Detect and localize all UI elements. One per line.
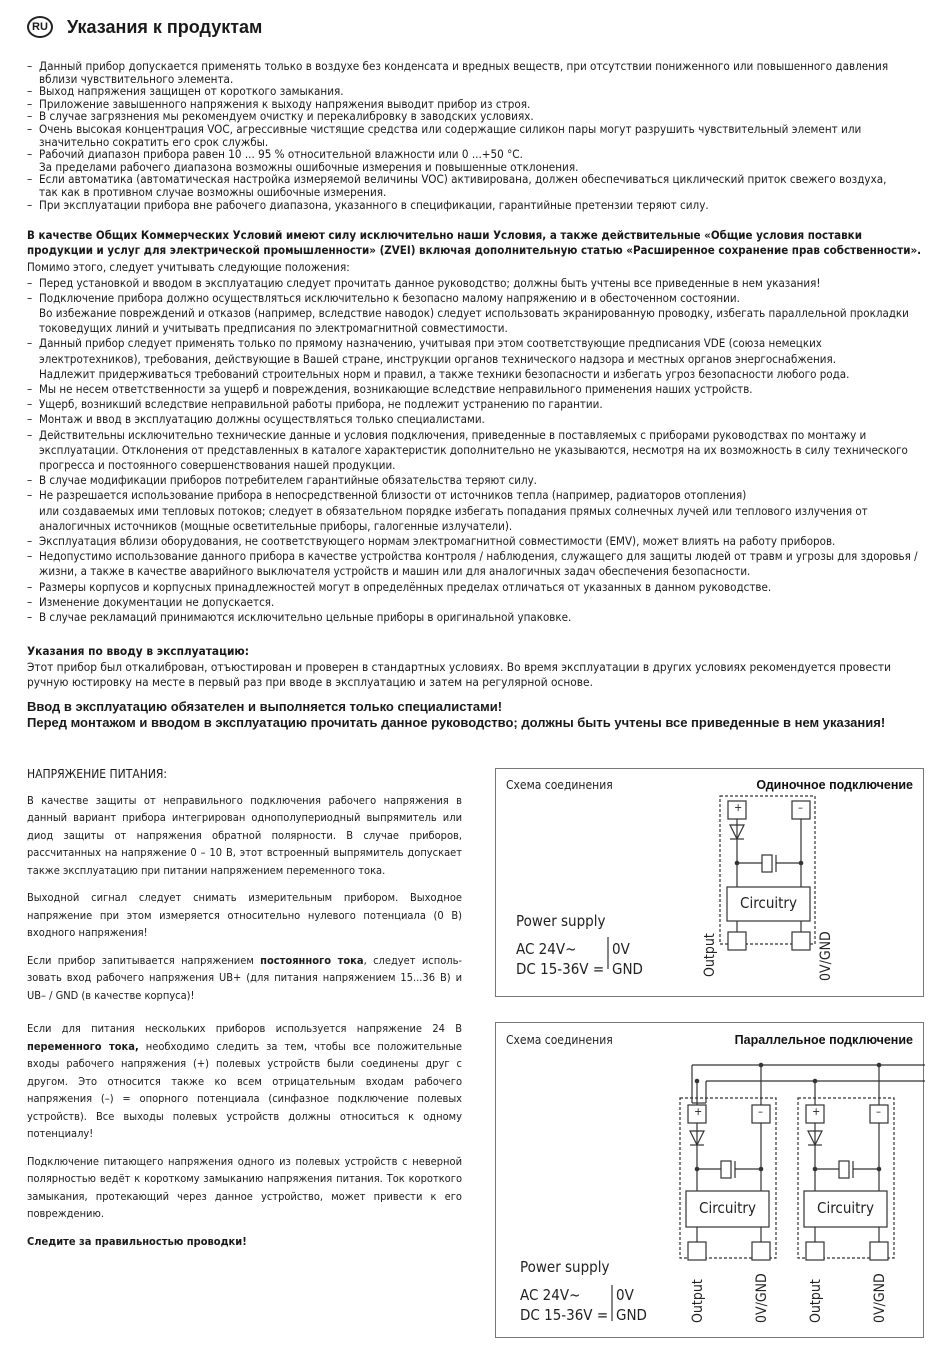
power-paragraph: В качестве защиты от неправильного подключения рабочего напряжения в данный вариант прибора интегрирован однополупериодный выпрямитель или диод защиты от напряжения обратной полярности. В случае приборов, рассчитанных на напряжение 0 – 10 В, этот встроенный выпрямитель допускает также эксплуатацию при питании напряжением переменного тока. [27, 793, 462, 877]
minus-terminal-label: – [798, 801, 803, 814]
text-run: , следует использовать вход рабочего напряжения UB+ (для питания напряжением 15...36 В) и UB– / GND (в качестве корпуса)! [27, 953, 462, 1002]
list-item: – Данный прибор допускается применять только в воздухе без конденсата и вредных веществ, при отсутствии пониженного или повышенного давления вблизи чувствительного элемента. [27, 60, 924, 85]
text-run-bold: переменного тока, [27, 1039, 139, 1053]
ov-gnd-label: 0V/GND [872, 1273, 888, 1323]
list-item: – Рабочий диапазон прибора равен 10 ... 95 % относительной влажности или 0 ...+50 °C. [27, 148, 924, 161]
circuitry-label: Circuitry [817, 1199, 874, 1217]
list-item: – Ущерб, возникший вследствие неправильной работы прибора, не подлежит устранению по гарантии. [27, 397, 924, 412]
list-item: – Приложение завышенного напряжения к выходу напряжения выводит прибор из строя. [27, 98, 924, 111]
commissioning-warnings [27, 699, 924, 731]
list-item: – Действительны исключительно технические данные и условия подключения, приведенные в поставляемых с приборами руководствах по монтажу и эксплуатации. Отклонения от представленных в каталоге характеристик дополнительно не указываются, несмотря на их возможность в силу технического прогресса и постоянного совершенствования нашей продукции. [27, 428, 924, 474]
list-item-continuation: так как в противном случае возможны ошибочные измерения. [39, 184, 387, 199]
diagram-title: Одиночное подключение [756, 778, 913, 792]
diagram-parallel-connection [495, 1022, 924, 1338]
text-run-bold: постоянного тока [260, 953, 364, 967]
page-header [27, 14, 262, 40]
commissioning-section [27, 644, 924, 691]
zero-volt-label: 0V [612, 940, 630, 958]
list-item: – Выход напряжения защищен от короткого замыкания. [27, 85, 924, 98]
text-run: Если для питания нескольких приборов используется напряжение 24 В [27, 1022, 462, 1035]
terms-bold-paragraph: В качестве Общих Коммерческих Условий имеют силу исключительно наши Условия, а также действительные «Общие условия поставки продукции и услуг для электрической промышленности» (ZVEI) включая дополнительную статью «Расширенное сохранение прав собственности». [27, 228, 922, 258]
list-item-continuation: За пределами рабочего диапазона возможны ошибочные измерения и повышенные отклонения. [39, 159, 579, 174]
output-label: Output [690, 1279, 706, 1323]
product-notes-list [27, 60, 924, 211]
gnd-label: GND [612, 960, 643, 978]
plus-terminal-label: + [694, 1105, 703, 1118]
warning-specialists: Ввод в эксплуатацию обязателен и выполняется только специалистами! [27, 699, 503, 714]
zero-volt-label: 0V [616, 1286, 634, 1304]
dc-label: DC 15-36V = [516, 960, 605, 978]
power-supply-section [27, 766, 462, 1014]
plus-terminal-label: + [812, 1105, 821, 1118]
commissioning-title: Указания по вводу в эксплуатацию: [27, 644, 249, 658]
dc-label: DC 15-36V = [520, 1306, 609, 1324]
list-item: – При эксплуатации прибора вне рабочего диапазона, указанного в спецификации, гарантийные претензии теряют силу. [27, 199, 924, 212]
terms-section [27, 228, 924, 625]
output-label: Output [702, 933, 718, 977]
list-item: – Монтаж и ввод в эксплуатацию должны осуществляться только специалистами. [27, 412, 924, 427]
list-item: – В случае загрязнения мы рекомендуем очистку и перекалибровку в заводских условиях. [27, 110, 924, 123]
list-item: – Перед установкой и вводом в эксплуатацию следует прочитать данное руководство; должны быть учтены все приведенные в нем указания! [27, 276, 924, 291]
ac-label: AC 24V~ [520, 1286, 581, 1304]
commissioning-text: Этот прибор был откалиброван, отъюстирован и проверен в стандартных условиях. Во время эксплуатации в других условиях рекомендуется провести ручную юстировку на месте в первый раз при вводе в эксплуатацию и затем на регулярной основе. [27, 659, 891, 689]
power-paragraph [27, 1020, 462, 1143]
power-title: НАПРЯЖЕНИЕ ПИТАНИЯ: [27, 767, 168, 781]
page-title: Указания к продуктам [67, 16, 263, 37]
diagram-title: Параллельное подключение [734, 1033, 913, 1047]
terms-intro: Помимо этого, следует учитывать следующие положения: [27, 260, 350, 275]
gnd-label: GND [616, 1306, 647, 1324]
power-supply-section-2 [27, 1020, 462, 1260]
power-supply-label: Power supply [520, 1258, 610, 1276]
list-item: – Если автоматика (автоматическая настройка измеряемой величины VOC) активирована, должен обеспечиваться циклический приток свежего воздуха, [27, 173, 924, 186]
plus-terminal-label: + [734, 801, 743, 814]
diagram-single-connection [495, 768, 924, 997]
ov-gnd-label: 0V/GND [818, 931, 834, 981]
wiring-warning: Следите за правильностью проводки! [27, 1234, 247, 1248]
list-item: – Изменение документации не допускается. [27, 595, 924, 610]
circuitry-label: Circuitry [740, 894, 797, 912]
list-item: – Эксплуатация вблизи оборудования, не соответствующего нормам электромагнитной совместимости (EMV), может влиять на работу приборов. [27, 534, 924, 549]
warning-read-manual: Перед монтажом и вводом в эксплуатацию прочитать данное руководство; должны быть учтены все приведенные в нем указания! [27, 715, 886, 730]
minus-terminal-label: – [876, 1105, 881, 1118]
list-item: – Очень высокая концентрация VOC, агрессивные чистящие средства или содержащие силикон пары могут разрушить чувствительный элемент или значительно сократить его срок службы. [27, 123, 924, 148]
text-run: необходимо следить за тем, чтобы все положительные входы рабочего напряжения (+) полевых устройств были соединены друг с другом. Это относится также ко всем отрицательным входам рабочего напряжения (–) = опорного потенциала (синфазное подключение полевых устройств). Все выходы полевых устройств должны относиться к одному потенциалу! [27, 1039, 462, 1140]
list-item: – Данный прибор следует применять только по прямому назначению, учитывая при этом соответствующие предписания VDE (союза немецких электротехников), требования, действующие в Вашей стране, инструкции органов технического надзора и местных органов энергоснабжения. [27, 336, 924, 366]
list-item-continuation: Надлежит придерживаться требований строительных норм и правил, а также техники безопасности и избегать угроз безопасности любого рода. [39, 366, 850, 381]
list-item: – Подключение прибора должно осуществляться исключительно к безопасно малому напряжению и в обесточенном состоянии. [27, 291, 924, 306]
list-item: – В случае рекламаций принимаются исключительно цельные приборы в оригинальной упаковке. [27, 610, 924, 625]
list-item: – Недопустимо использование данного прибора в качестве устройства контроля / наблюдения, служащего для защиты людей от травм и угрозы для здоровья / жизни, а также в качестве аварийного выключателя устройств и машин или для аналогичных задач обеспечения безопасности. [27, 549, 924, 579]
list-item: – В случае модификации приборов потребителем гарантийные обязательства теряют силу. [27, 473, 924, 488]
list-item: – Размеры корпусов и корпусных принадлежностей могут в определённых пределах отличаться от указанных в данном руководстве. [27, 580, 924, 595]
list-item: – Мы не несем ответственности за ущерб и повреждения, возникающие вследствие неправильного применения наших устройств. [27, 382, 924, 397]
text-run: Если прибор запитывается напряжением [27, 953, 261, 967]
diagram-caption: Схема соединения [506, 778, 613, 792]
minus-terminal-label: – [758, 1105, 763, 1118]
ac-label: AC 24V~ [516, 940, 577, 958]
power-paragraph: Подключение питающего напряжения одного из полевых устройств с неверной полярностью ведёт к короткому замыканию напряжения питания. Ток короткого замыкания, протекающий через данное устройство, может привести к его повреждению. [27, 1154, 462, 1220]
output-label: Output [808, 1279, 824, 1323]
language-badge: RU [27, 16, 53, 38]
ov-gnd-label: 0V/GND [754, 1273, 770, 1323]
list-item-continuation: или создаваемых ими тепловых потоков; следует в обязательном порядке избегать попадания прямых солнечных лучей или теплового излучения от аналогичных источников (мощные осветительные приборы, галогенные излучатели). [39, 503, 868, 533]
diagram-caption: Схема соединения [506, 1033, 613, 1047]
power-paragraph [27, 952, 462, 1005]
power-supply-label: Power supply [516, 912, 606, 930]
list-item: – Не разрешается использование прибора в непосредственной близости от источников тепла (например, радиаторов отопления) [27, 488, 924, 503]
list-item-continuation: Во избежание повреждений и отказов (например, вследствие наводок) следует использовать экранированную проводку, избегать параллельной прокладки токоведущих линий и учитывать предписания по электромагнитной совместимости. [39, 306, 909, 336]
power-paragraph: Выходной сигнал следует снимать измерительным прибором. Выходное напряжение при этом измеряется относительно нулевого потенциала (0 В) входного напряжения! [27, 891, 462, 939]
circuitry-label: Circuitry [699, 1199, 756, 1217]
